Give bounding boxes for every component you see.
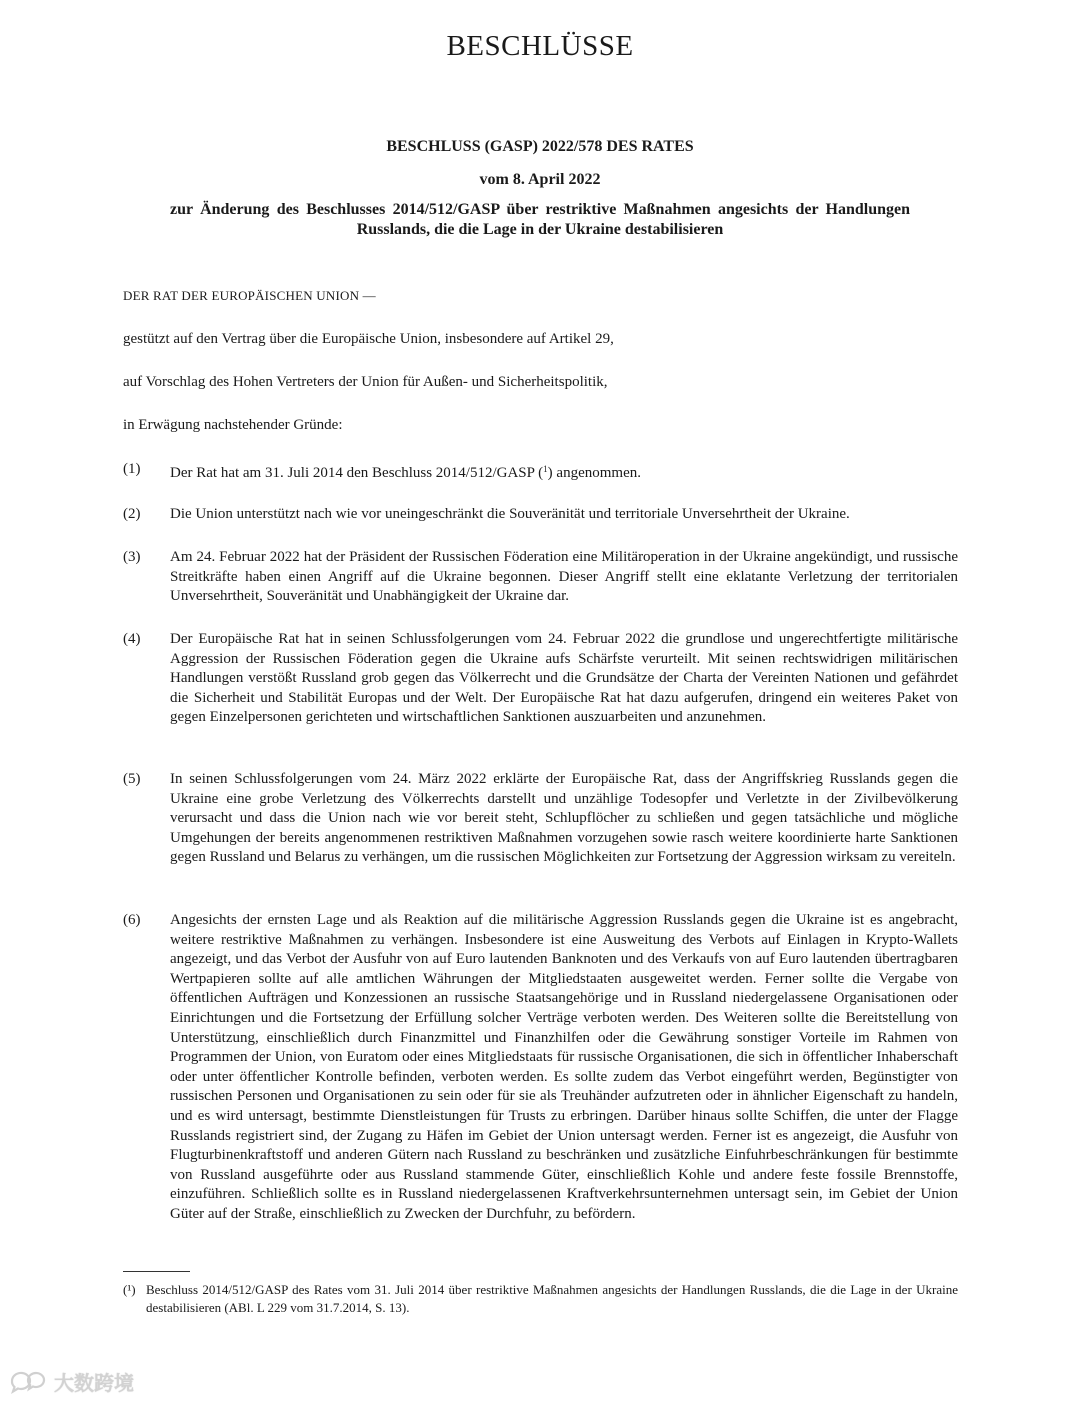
preamble-whereas-intro: in Erwägung nachstehender Gründe: [123,417,343,433]
footnote-divider [123,1271,190,1272]
recital-number: (3) [123,549,141,565]
preamble-citation-proposal: auf Vorschlag des Hohen Vertreters der Union für Außen- und Sicherheitspolitik, [123,374,608,390]
recital-text: In seinen Schlussfolgerungen vom 24. März 2022 erklärte der Europäische Rat, dass der Angriffskrieg Russlands gegen die Ukraine eine grobe Verletzung des Völkerrechts darstellt und unzählige Todesopfer und Verletzte in der Zivilbevölkerung verursacht und dass die Union nach wie vor bereit steht, Schlupflöcher zu schließen und gegen tatsächliche und mögliche Umgehungen der bereits angenommenen restriktiven Maßnahmen vorzugehen sowie rasch weitere koordinierte harte Sanktionen gegen Russland und Belarus zu verhängen, um die russischen Möglichkeiten zur Fortsetzung der Aggression wirksam zu vereiteln. [170,771,958,866]
recital-number: (1) [123,461,141,477]
recital-text: Angesichts der ernsten Lage und als Reaktion auf die militärische Aggression Russlands gegen die Ukraine ist es angebracht, weitere restriktive Maßnahmen zu verhängen. Insbesondere ist eine Ausweitung des Verbots auf Einlagen in Krypto-Wallets angezeigt, und das Verbot der Ausfuhr von auf Euro lautenden Banknoten und des Verkaufs von auf Euro lautenden übertragbaren Wertpapieren sollte auf alle amtlichen Währungen der Mitgliedstaaten ausgeweitet werden. Ferner sollte die Vergabe von öffentlichen Aufträgen und Konzessionen an russische Staatsangehörige und in Russland niedergelassene Organisationen oder Einrichtungen und die Fortsetzung der Erfüllung solcher Verträge verboten werden. Des Weiteren sollte die Bereitstellung von Unterstützung, einschließlich durch Finanzmittel und Finanzhilfen oder die Gewährung sonstiger Vorteile im Rahmen von Programmen der Union, von Euratom oder eines Mitgliedstaats für russische Organisationen, die sich in öffentlicher Inhaberschaft oder unter öffentlicher Kontrolle befinden, verboten werden. Es sollte zudem das Verbot eingeführt werden, Begünstigter von russischen Personen und Organisationen zu sein oder für sie als Treuhänder aufzutreten oder in ähnlicher Eigenschaft zu handeln, und es wird untersagt, bestimmte Dienstleistungen für Trusts zu erbringen. Darüber hinaus sollte Schiffen, die unter der Flagge Russlands registriert sind, der Zugang zu Häfen im Gebiet der Union untersagt werden. Ferner ist es angezeigt, die Ausfuhr von Flugturbinenkraftstoff und anderen Gütern nach Russland zu beschränken und zusätzliche Einfuhrbeschränkungen für bestimmte von Russland ausgeführte oder aus Russland stammende Güter, einschließlich Kohle und andere feste fossile Brennstoffe, einzuführen. Schließlich sollte es in Russland niedergelassenen Kraftverkehrsunternehmen untersagt sein, im Gebiet der Union Güter auf der Straße, einschließlich zu Zwecken der Durchfuhr, zu befördern. [170,912,958,1222]
document-date: vom 8. April 2022 [479,171,601,188]
recital-number: (4) [123,631,141,647]
watermark [8,1366,134,1396]
document-title: BESCHLUSS (GASP) 2022/578 DES RATES [386,138,694,155]
footnote-text: Beschluss 2014/512/GASP des Rates vom 31. Juli 2014 über restriktive Maßnahmen angesichts der Handlungen Russlands, die die Lage in der Ukraine destabilisieren (ABl. L 229 vom 31.7.2014, S. 13). [146,1282,958,1315]
chat-bubble-logo-icon [8,1368,48,1394]
recital-text: Am 24. Februar 2022 hat der Präsident der Russischen Föderation eine Militäroperation in der Ukraine angekündigt, und russische Streitkräfte haben einen Angriff auf die Ukraine begonnen. Dieser Angriff stellt eine eklatante Verletzung der territorialen Unversehrtheit, Souveränität und Unabhängigkeit der Ukraine dar. [170,549,958,605]
footnote-reference[interactable]: 1 [543,464,548,474]
recital-number: (5) [123,771,141,787]
recital-text: Der Europäische Rat hat in seinen Schlussfolgerungen vom 24. Februar 2022 die grundlose und ungerechtfertigte militärische Aggression der Russischen Föderation gegen die Ukraine aufs Schärfste verurteilt. Mit seinen rechtswidrigen militärischen Handlungen verstößt Russland grob gegen das Völkerrecht und die Grundsätze der Charta der Vereinten Nationen und gefährdet die Sicherheit und Stabilität Europas und der Welt. Der Europäische Rat hat dazu aufgerufen, dringend ein weiteres Paket von gegen Einzelpersonen gerichteten und wirtschaftlichen Sanktionen auszuarbeiten und anzunehmen. [170,631,958,726]
watermark-text: 大数跨境 [54,1370,134,1395]
footnote-marker: (¹) [123,1282,136,1297]
section-heading: BESCHLÜSSE [446,30,634,62]
recital-number: (2) [123,506,141,522]
document-subject: zur Änderung des Beschlusses 2014/512/GASP über restriktive Maßnahmen angesichts der Handlungen Russlands, die die Lage in der Ukraine destabilisieren [170,201,910,238]
recital-text: Der Rat hat am 31. Juli 2014 den Beschluss 2014/512/GASP ($^1$) angenommen. [170,464,641,481]
recital-text: Die Union unterstützt nach wie vor uneingeschränkt die Souveränität und territoriale Unversehrtheit der Ukraine. [170,506,850,522]
preamble-citation-treaty: gestützt auf den Vertrag über die Europäische Union, insbesondere auf Artikel 29, [123,331,614,347]
preamble-institution: DER RAT DER EUROPÄISCHEN UNION — [123,288,376,303]
recital-number: (6) [123,912,141,928]
